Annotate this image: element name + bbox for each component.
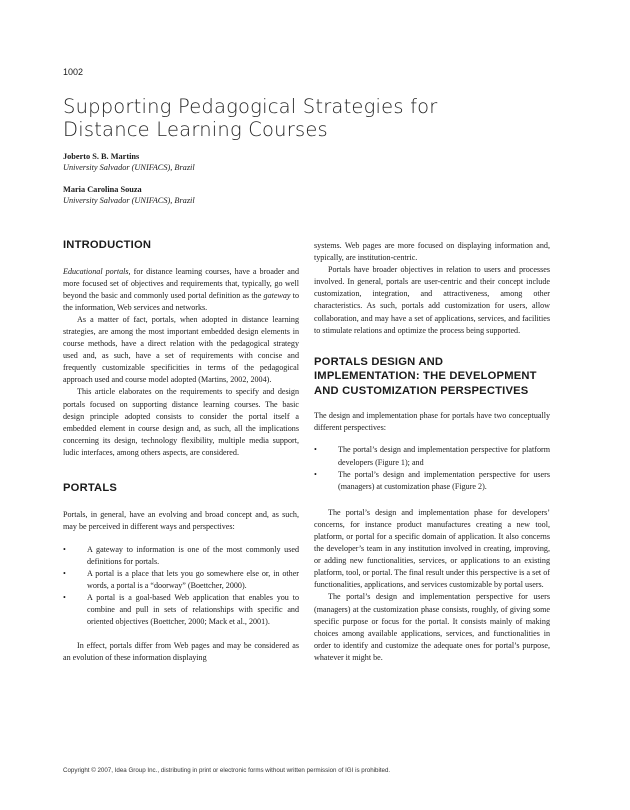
intro-paragraph-1 <box>63 266 299 314</box>
portals-bullet-list <box>63 544 299 629</box>
intro-text-b: to the information, Web services and networks. <box>63 290 299 312</box>
list-item <box>314 444 550 468</box>
right-paragraph-4: The portal’s design and implementation phase for developers’ concerns, for instance product manufactures creating a new tool, platform, or portal for a specific domain of application. It also concerns the developer’s team in any institution involved in creating, improving, or adding new functionalities, services, or applications to an existing platform, tool, or portal. The final result under this perspective is a set of functionalities, applications, and services customizable by portal users. <box>314 507 550 590</box>
bullet-icon: • <box>63 544 66 554</box>
intro-paragraph-3: This article elaborates on the requirements to specify and design portals focused on supporting distance learning courses. The basic design principle adopted consists to consider the portal itself a embedded element in course design and, as such, all the implications concerning its design, technology flexibility, multiple media support, ludic interfaces, among others aspects, are considered. <box>63 387 299 457</box>
title-line-1: Supporting Pedagogical Strategies for <box>63 95 438 118</box>
list-item <box>63 592 299 628</box>
portals-paragraph-2: In effect, portals differ from Web pages and may be considered as an evolution of these information displaying <box>63 641 299 663</box>
bullet-icon: • <box>314 469 317 479</box>
author-affiliation: University Salvador (UNIFACS), Brazil <box>63 195 195 205</box>
right-paragraph-2: Portals have broader objectives in relation to users and processes involved. In general, portals are user-centric and their concept include customization, integration, and attractiveness, among other characteristics. As such, portals add customization for users, allow collaboration, and may have a set of applications, services, and facilities to stimulate relations and optimize the process being supported. <box>314 265 550 335</box>
author-name: Joberto S. B. Martins <box>63 152 140 161</box>
bullet-icon: • <box>63 568 66 578</box>
bullet-text: A portal is a goal-based Web application that enables you to combine and pull in sets of relationships with specific and oriented objectives (Boettcher, 2000; Mack et al., 2001). <box>87 593 299 627</box>
author-affiliation: University Salvador (UNIFACS), Brazil <box>63 162 195 172</box>
title-line-2: Distance Learning Courses <box>63 118 328 141</box>
right-paragraph-3: The design and implementation phase for portals have two conceptually different perspectives: <box>314 411 550 433</box>
bullet-text: The portal’s design and implementation perspective for users (managers) at customization phase (Figure 2). <box>338 469 550 491</box>
bullet-text: A portal is a place that lets you go somewhere else or, in other words, a portal is a “doorway” (Boettcher, 2000). <box>87 568 299 590</box>
list-item <box>63 568 299 592</box>
intro-text-a: for distance learning courses, have a broader and more focused set of objectives and requirements that, typically, go well beyond the basic and commonly used portal definition as the <box>63 266 299 300</box>
author-block-1 <box>63 152 363 174</box>
gateway-emphasis: gateway <box>263 290 291 300</box>
bullet-text: The portal’s design and implementation perspective for platform developers (Figure 1); and <box>338 445 550 467</box>
right-paragraph-5: The portal’s design and implementation perspective for users (managers) at the customization phase consists, roughly, of giving some specific purpose or focus for the portal. It consists mainly of making choices among available applications, services, and functionalities in order to identify and customize the adequate ones for portal’s purpose, whatever it might be. <box>314 592 550 662</box>
continued-paragraph: systems. Web pages are more focused on displaying information and, typically, are institution-centric. <box>314 241 550 263</box>
author-block-2 <box>63 185 363 207</box>
author-name: Maria Carolina Souza <box>63 185 142 194</box>
portals-heading: PORTALS <box>63 482 118 494</box>
intro-paragraph-2: As a matter of fact, portals, when adopted in distance learning strategies, are among the most important embedded design elements in course methods, have a direct relation with the pedagogical strategy used and, as such, have a set of requirements with concise and frequently customizable specificities in terms of the pedagogical approach used and course model adopted (Martins, 2002, 2004). <box>63 314 299 385</box>
page-number: 1002 <box>63 67 84 77</box>
portals-paragraph-1: Portals, in general, have an evolving and broad concept and, as such, may be perceived in different ways and perspectives: <box>63 509 299 531</box>
introduction-heading: INTRODUCTION <box>63 239 152 251</box>
right-column <box>314 240 550 664</box>
bullet-icon: • <box>314 445 317 455</box>
copyright-footer: Copyright © 2007, Idea Group Inc., distributing in print or electronic forms without written permission of IGI is prohibited. <box>63 767 391 774</box>
list-item <box>314 469 550 493</box>
perspectives-bullet-list <box>314 444 550 492</box>
article-title <box>63 95 543 141</box>
list-item <box>63 544 299 568</box>
bullet-text: A gateway to information is one of the most commonly used definitions for portals. <box>87 544 299 566</box>
left-column <box>63 238 299 665</box>
bullet-icon: • <box>63 593 66 603</box>
design-heading: PORTALS DESIGN AND IMPLEMENTATION: THE DEVELOPMENT AND CUSTOMIZATION PERSPECTIVES <box>314 355 537 397</box>
intro-emphasis: Educational portals, <box>63 266 131 276</box>
